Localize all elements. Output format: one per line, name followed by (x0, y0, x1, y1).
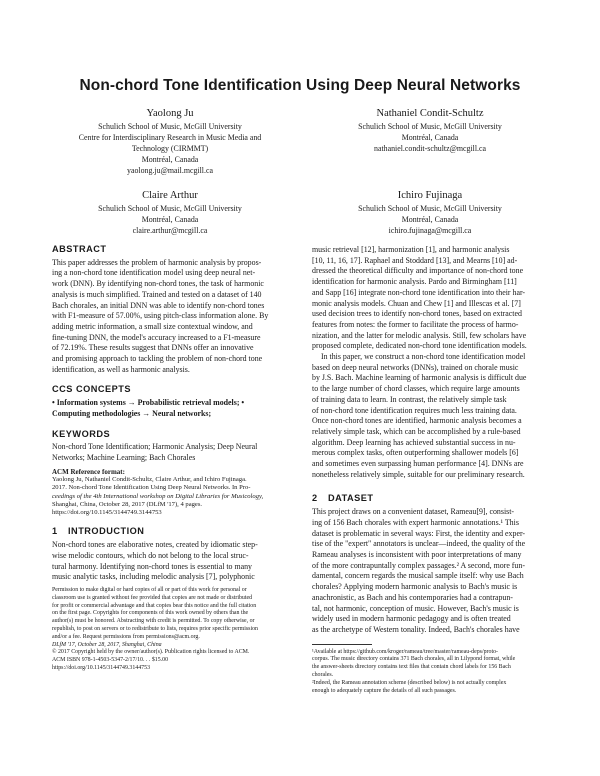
author-affiliation: Technology (CIRMMT) (131, 144, 209, 153)
section-title: DATASET (328, 493, 374, 504)
text-line: with F1-measure of 57.00%, using pitch-class information alone. By (52, 311, 269, 321)
author-block-1 (52, 107, 288, 176)
section-number: 1 (52, 526, 58, 537)
text-line: https://doi.org/10.1145/3144749.3144753 (52, 509, 162, 517)
text-line: of training data to learn. In contrast, the relatively simple task (312, 394, 507, 404)
text-line: and/or a fee. Request permissions from permissions@acm.org. (52, 633, 200, 640)
text-line: Permission to make digital or hard copies of all or part of this work for personal or (52, 586, 247, 593)
introduction-paragraph-2 (312, 352, 552, 480)
ccs-line: Computing methodologies → Neural networks; (52, 408, 212, 418)
text-line: nonetheless relatively simple, suitable for our preliminary research. (312, 469, 525, 479)
footnote-line: corpus. The music directory contains 371 Bach chorales, all in Lilypond format, while (312, 656, 516, 663)
text-line: algorithm. Deep learning has achieved substantial success in nu- (312, 437, 516, 447)
author-affiliation: Schulich School of Music, McGill University (358, 122, 502, 131)
text-line: used decision trees to identify non-chord tones, based on extracted (312, 309, 522, 319)
abstract-heading: ABSTRACT (52, 244, 107, 254)
footnote-line[interactable]: ¹Available at https://github.com/kroger/rameau/tree/master/rameau-deps/proto- (312, 648, 499, 655)
keywords-line: Networks; Machine Learning; Bach Chorales (52, 452, 196, 462)
text-line: proposed complete, dedicated non-chord tone identification models. (312, 341, 527, 351)
text-line: and promising approach to tackling the problem of non-chord tone (52, 354, 263, 364)
author-email: ichiro.fujinaga@mcgill.ca (388, 226, 472, 235)
text-line: and sometimes even surpassing human performance [4]. DNNs are (312, 459, 524, 469)
text-line: music retrieval [12], harmonization [1], and harmonic analysis (312, 245, 510, 254)
text-line: Bach chorales, an initial DNN was able to identify non-chord tones (52, 300, 265, 310)
text-line: dressed the theoretical difficulty and importance of non-chord tone (312, 266, 524, 276)
text-line: music analytic tasks, including melodic analysis [7], polyphonic (52, 572, 255, 582)
text-line: author(s) must be honored. Abstracting with credit is permitted. To copy otherwise, or (52, 618, 255, 625)
author-affiliation: Schulich School of Music, McGill University (358, 204, 502, 213)
abstract-text (52, 258, 292, 376)
author-email: claire.arthur@mcgill.ca (132, 226, 208, 235)
dataset-heading (312, 493, 552, 504)
introduction-heading (52, 526, 292, 537)
text-line: republish, to post on servers or to redistribute to lists, requires prior specific permission (52, 625, 258, 632)
text-line: DLfM '17, October 28, 2017, Shanghai, China (52, 641, 162, 648)
text-line: ing of 156 Bach chorales with expert harmonic annotations.¹ This (312, 517, 519, 527)
introduction-text (52, 540, 292, 583)
left-column (52, 244, 292, 673)
author-affiliation: Schulich School of Music, McGill University (98, 122, 242, 131)
text-line: Shanghai, China, October 28, 2017 (DLfM '17), 4 pages. (52, 500, 203, 508)
text-line: of 72.19%. These results suggest that DNNs offer an innovative (52, 343, 254, 353)
text-line: 2017. Non-chord Tone Identification Using Deep Neural Networks. In Pro- (52, 484, 251, 492)
text-line: damental, concern regards the musical sample itself: why use Bach (312, 571, 524, 581)
text-line: monic analysis models. Chuan and Chew [1] and Illescas et al. [7] (312, 298, 521, 308)
text-line: based on deep neural networks (DNNs), trained on chorale music (312, 362, 519, 372)
footnote-line: enough to adequately capture the details of all such passages. (312, 687, 457, 694)
dataset-text (312, 507, 552, 635)
author-block-3 (52, 189, 288, 236)
footnote-line: chorales. (312, 672, 334, 678)
author-location: Montréal, Canada (401, 215, 459, 224)
text-line: widely used in modern harmonic pedagogy and is often treated (312, 614, 511, 624)
author-location: Montréal, Canada (141, 215, 199, 224)
text-line: wise melodic contours, which do not belong to the local struc- (52, 550, 249, 560)
text-line: This paper addresses the problem of harmonic analysis by propos- (52, 257, 262, 267)
permission-notice (52, 587, 292, 673)
text-line: [10, 11, 16, 17]. Raphael and Stoddard [13], and Mearns [10] ad- (312, 255, 518, 265)
text-line: on the first page. Copyrights for components of this work owned by others than the (52, 610, 249, 617)
text-line: by J.S. Bach. Machine learning of harmonic analysis is difficult due (312, 373, 527, 383)
text-line: In this paper, we construct a non-chord tone identification model (321, 352, 526, 362)
author-name: Nathaniel Condit-Schultz (376, 108, 484, 119)
text-line: © 2017 Copyright held by the owner/author(s). Publication rights licensed to ACM. (52, 649, 250, 656)
author-email: nathaniel.condit-schultz@mcgill.ca (374, 144, 486, 153)
author-location: Montréal, Canada (141, 155, 199, 164)
text-line: chorales? Applying modern harmonic analysis to Bach's music is (312, 582, 518, 592)
introduction-continued (312, 245, 552, 352)
ccs-line: • Information systems → Probabilistic retrieval models; • (52, 398, 245, 408)
ccs-heading: CCS CONCEPTS (52, 384, 131, 395)
section-number: 2 (312, 493, 318, 504)
text-line: tal, not harmonic, conception of music. However, Bach's music is (312, 603, 519, 613)
keywords-heading: KEYWORDS (52, 428, 111, 439)
text-line: tural harmony. Identifying non-chord tones is essential to many (52, 561, 252, 571)
text-line: as the archetype of Western tonality. Indeed, Bach's chorales have (312, 624, 520, 634)
text-line: fine-tuning DNN, the model's accuracy increased to a F1-measure (52, 332, 261, 342)
text-line: identification for harmonic analysis. Pardo and Birmingham [11] (312, 277, 517, 287)
text-line: work (DNN). By identifying non-chord tones, the task of harmonic (52, 279, 264, 289)
text-line: ing a non-chord tone identification model using deep neural net- (52, 268, 256, 278)
text-line: This project draws on a convenient dataset, Rameau[9], consist- (312, 507, 515, 517)
doi-link[interactable]: https://doi.org/10.1145/3144749.3144753 (52, 664, 151, 671)
text-line: Once non-chord tones are identified, harmonic analysis becomes a (312, 416, 522, 426)
text-line: merous complex tasks, often outperforming shallower models [6] (312, 448, 519, 458)
text-line: Non-chord tones are elaborative notes, created by idiomatic step- (52, 540, 258, 550)
text-line: to the large number of chord classes, which require large amounts (312, 384, 520, 394)
footnote-line: ²Indeed, the Rameau annotation scheme (described below) is not actually complex (312, 679, 507, 686)
text-line: classroom use is granted without fee provided that copies are not made or distributed (52, 594, 253, 601)
author-block-2 (312, 107, 548, 154)
text-line: Yaolong Ju, Nathaniel Condit-Schultz, Claire Arthur, and Ichiro Fujinaga. (52, 475, 247, 483)
text-line: for profit or commercial advantage and that copies bear this notice and the full citation (52, 602, 257, 609)
reference-format (52, 476, 292, 517)
right-column (312, 245, 552, 695)
text-line: nization, and the latter for melodic analysis. Still, few scholars have (312, 330, 527, 340)
author-name: Claire Arthur (142, 190, 198, 201)
text-line: adding metric information, a small size contextual window, and (52, 321, 253, 331)
footnote-line: the answer-sheets directory contains text files that contain chord labels for 156 Bach (312, 664, 511, 671)
text-line: dataset is problematic in several ways: First, the identity and exper- (312, 528, 526, 538)
text-line: Rameau analyses is inconsistent with poor interpretations of many (312, 549, 522, 559)
author-name: Yaolong Ju (146, 108, 194, 119)
keywords-line: Non-chord Tone Identification; Harmonic Analysis; Deep Neural (52, 442, 258, 452)
reference-format-heading: ACM Reference format: (52, 467, 125, 476)
text-line: of non-chord tone identification requires much less training data. (312, 405, 517, 415)
paper-title: Non-chord Tone Identification Using Deep Neural Networks (79, 77, 521, 94)
author-affiliation: Centre for Interdisciplinary Research in Music Media and (78, 133, 262, 142)
text-line: identification, as well as harmonic analysis. (52, 364, 190, 374)
footnotes (312, 649, 552, 696)
text-line: features from notes: the former to facilitate the process of harmo- (312, 319, 519, 329)
text-line: ACM ISBN 978-1-4503-5347-2/17/10. . . $15.00 (52, 657, 169, 664)
section-title: INTRODUCTION (68, 526, 145, 537)
author-email: yaolong.ju@mail.mcgill.ca (127, 166, 213, 175)
text-line: relatively simple task, which can be accomplished by a rule-based (312, 426, 521, 436)
text-line: and Sapp [16] integrate non-chord tone identification into their har- (312, 287, 526, 297)
author-location: Montréal, Canada (401, 133, 459, 142)
text-line: ceedings of the 4th International workshop on Digital Libraries for Musicology, (52, 492, 264, 500)
author-name: Ichiro Fujinaga (397, 190, 463, 201)
text-line: tise of the "expert" annotators is unclear—indeed, the quality of the (312, 539, 526, 549)
author-affiliation: Schulich School of Music, McGill University (98, 204, 242, 213)
author-block-4 (312, 189, 548, 236)
text-line: of the more contrapuntally complex passages.² A second, more fun- (312, 560, 525, 570)
text-line: analysis is much simplified. Trained and tested on a dataset of 140 (52, 289, 262, 299)
text-line: anachronistic, as Bach and his contemporaries had a contrapun- (312, 592, 513, 602)
